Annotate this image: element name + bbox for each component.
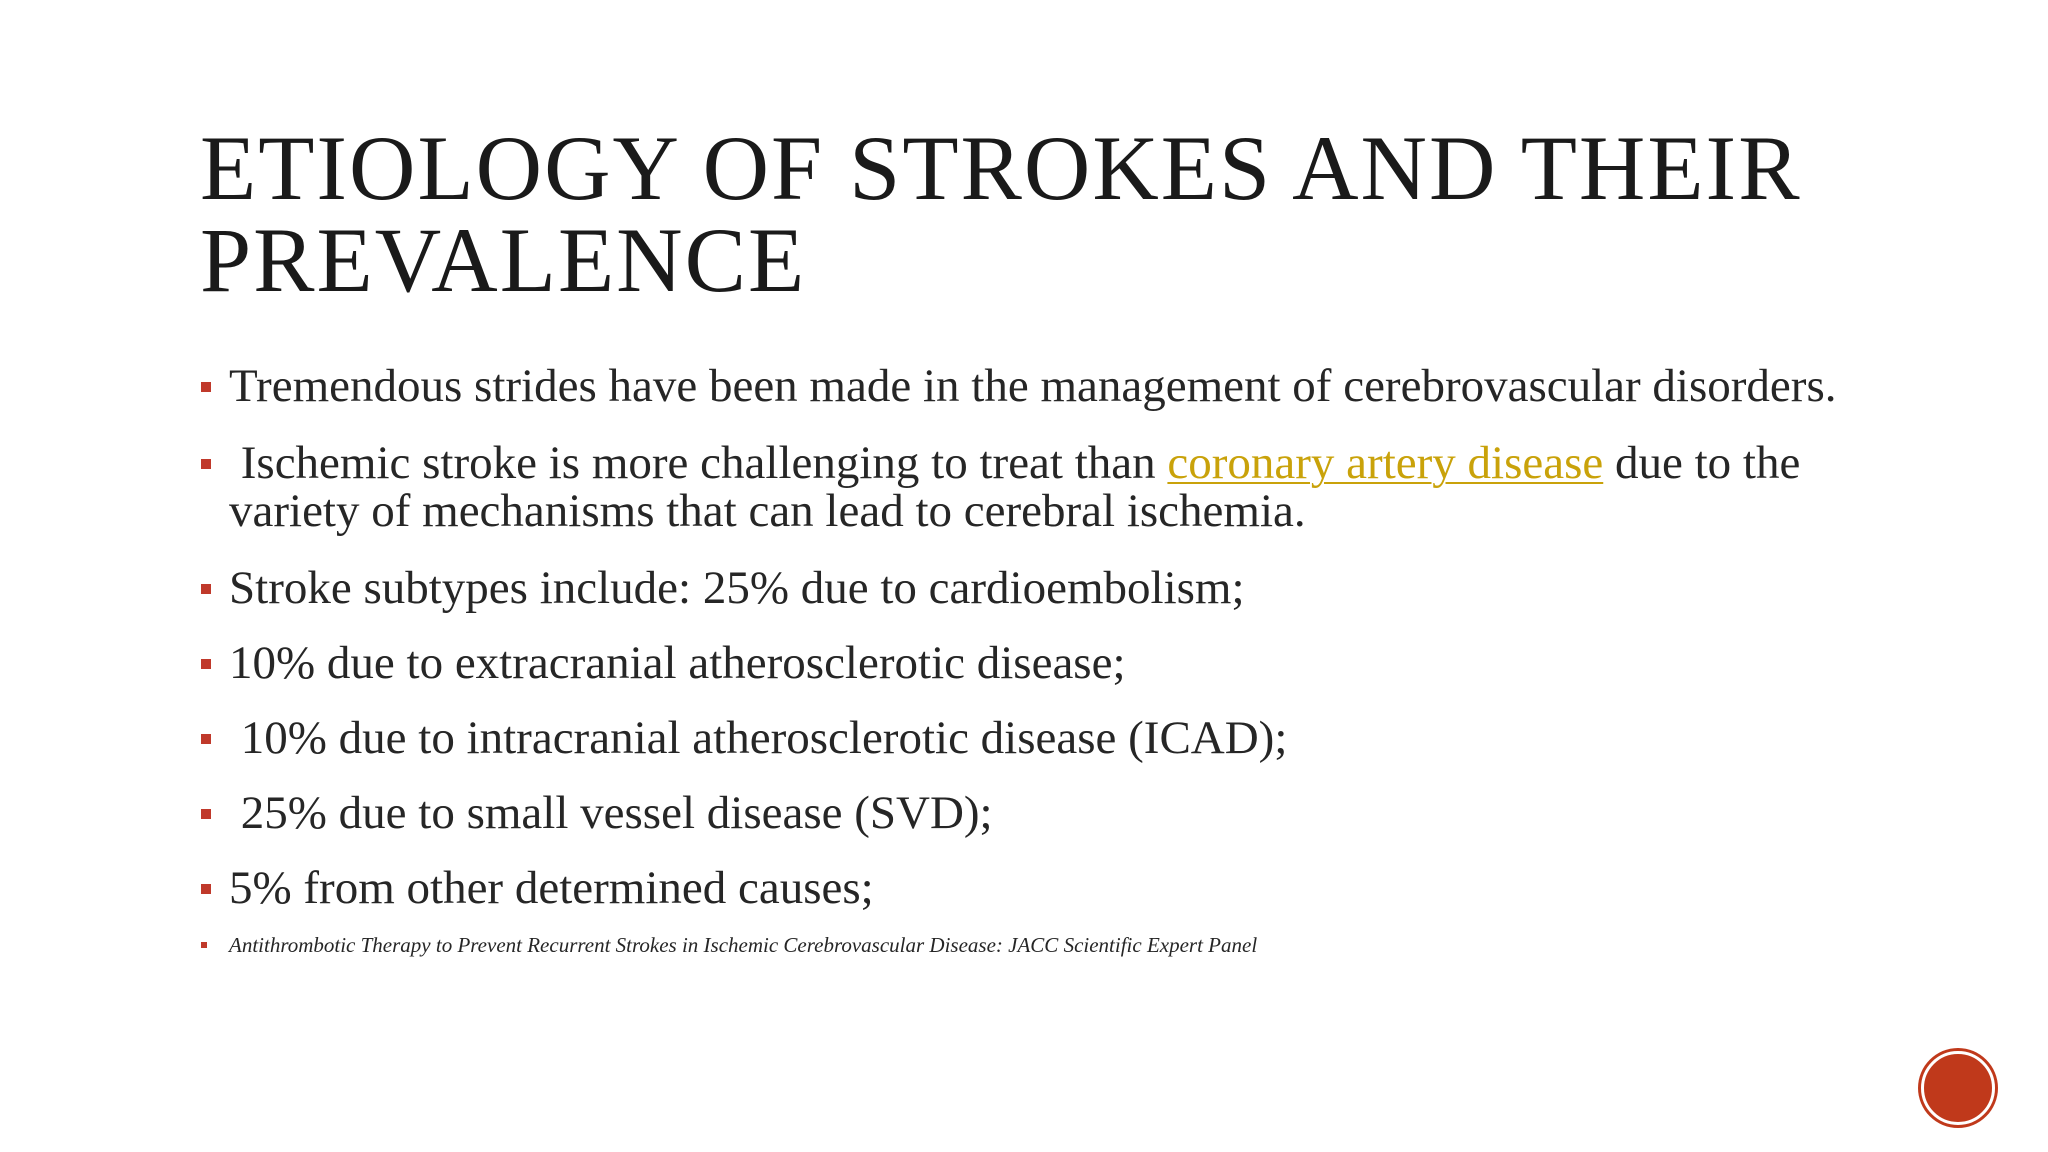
bullet-text: 5% from other determined causes; [229, 862, 874, 914]
title-line-1: ETIOLOGY OF STROKES AND THEIR [200, 117, 1802, 219]
bullet-item [200, 789, 1840, 837]
bullet-text: 25% due to small vessel disease (SVD); [229, 787, 993, 839]
bullet-item [200, 714, 1840, 762]
bullet-text: 10% due to extracranial atherosclerotic disease; [229, 637, 1126, 689]
bullet-text: Stroke subtypes include: 25% due to cardioembolism; [229, 562, 1245, 614]
bullet-text-before-link: Ischemic stroke is more challenging to treat than [229, 437, 1168, 489]
square-bullet-icon [201, 884, 211, 894]
square-bullet-icon [201, 459, 211, 469]
square-bullet-icon [201, 942, 207, 948]
square-bullet-icon [201, 809, 211, 819]
reference-item [200, 932, 1840, 958]
square-bullet-icon [201, 659, 211, 669]
bullet-text: Tremendous strides have been made in the management of cerebrovascular disorders. [229, 360, 1837, 412]
bullet-item [200, 864, 1840, 912]
square-bullet-icon [201, 734, 211, 744]
square-bullet-icon [201, 382, 211, 392]
bullet-item [200, 639, 1840, 687]
bullet-list [200, 362, 1840, 958]
bullet-text-after-link: due to the variety of mechanisms that can lead to cerebral ischemia. [229, 437, 1813, 537]
bullet-item [200, 439, 1840, 535]
title-line-2: PREVALENCE [200, 209, 807, 311]
coronary-artery-disease-link[interactable]: coronary artery disease [1167, 437, 1604, 489]
reference-text: Antithrombotic Therapy to Prevent Recurrent Strokes in Ischemic Cerebrovascular Disease: JACC Scientific Expert Panel [229, 933, 1258, 957]
bullet-text: 10% due to intracranial atherosclerotic disease (ICAD); [229, 712, 1288, 764]
bullet-item [200, 564, 1840, 612]
circle-button-icon[interactable] [1921, 1051, 1995, 1125]
bullet-item [200, 362, 1840, 410]
slide-title [200, 117, 1900, 311]
square-bullet-icon [201, 584, 211, 594]
